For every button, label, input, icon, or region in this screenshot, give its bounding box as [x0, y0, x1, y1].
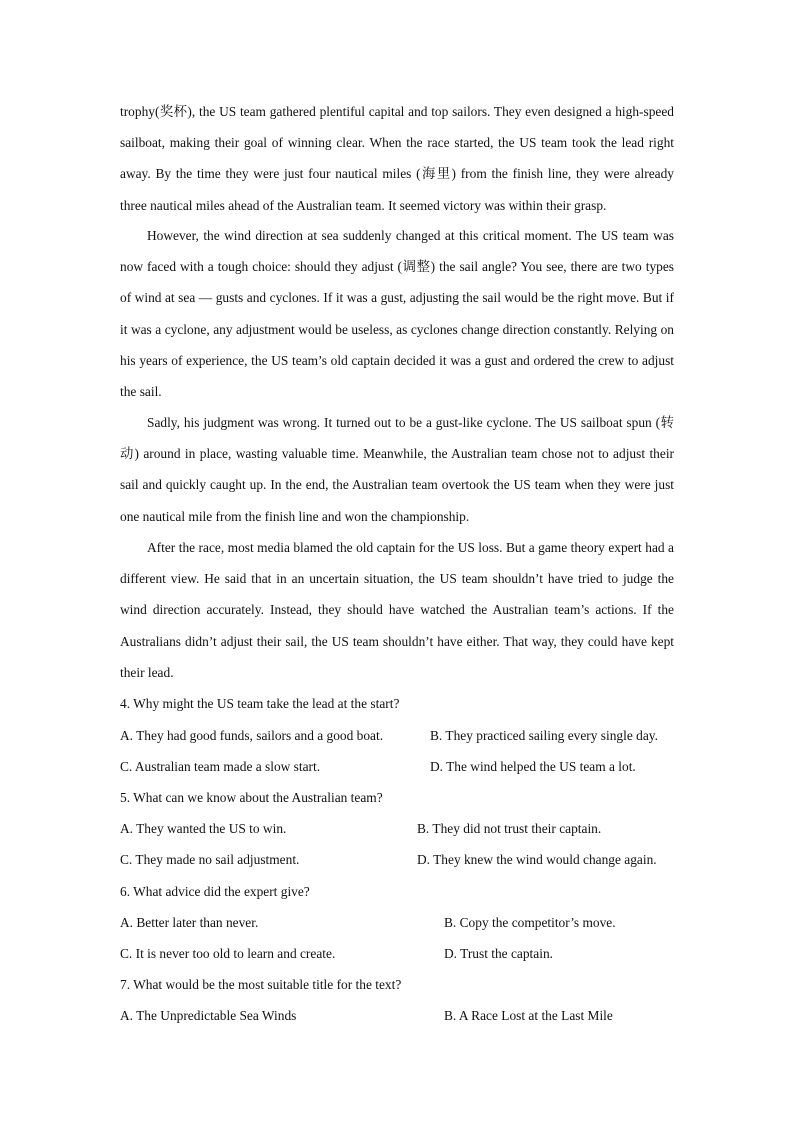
question-5-option-b[interactable]: B. They did not trust their captain.	[417, 821, 602, 836]
question-7-option-a[interactable]: A. The Unpredictable Sea Winds	[120, 1008, 297, 1023]
question-7-option-b[interactable]: B. A Race Lost at the Last Mile	[444, 1008, 613, 1023]
question-4-option-d[interactable]: D. The wind helped the US team a lot.	[430, 759, 636, 774]
question-4-option-b[interactable]: B. They practiced sailing every single day.	[430, 728, 658, 743]
question-6-option-d[interactable]: D. Trust the captain.	[444, 946, 553, 961]
question-6-stem: 6. What advice did the expert give?	[120, 884, 310, 899]
question-4-stem: 4. Why might the US team take the lead at the start?	[120, 696, 400, 711]
paragraph-2: However, the wind direction at sea suddenly changed at this critical moment. The US team was now faced with a tough choice: should they adjust (调整) the sail angle? You see, there are two types of wind at sea — gusts and cyclones. If it was a gust, adjusting the sail would be the right move. But if it was a cyclone, any adjustment would be useless, as cyclones change direction constantly. Relying on his years of experience, the US team’s old captain decided it was a gust and ordered the crew to adjust the sail.	[120, 228, 674, 400]
question-7-stem: 7. What would be the most suitable title for the text?	[120, 977, 402, 992]
question-6-option-c[interactable]: C. It is never too old to learn and create.	[120, 946, 336, 961]
paragraph-3: Sadly, his judgment was wrong. It turned out to be a gust-like cyclone. The US sailboat spun (转动) around in place, wasting valuable time. Meanwhile, the Australian team chose not to adjust their sail and quickly caught up. In the end, the Australian team overtook the US team when they were just one nautical mile from the finish line and won the championship.	[120, 415, 674, 524]
question-4-option-c[interactable]: C. Australian team made a slow start.	[120, 759, 321, 774]
paragraph-1: trophy(奖杯), the US team gathered plentiful capital and top sailors. They even designed a high-speed sailboat, making their goal of winning clear. When the race started, the US team took the lead right away. By the time they were just four nautical miles (海里) from the finish line, they were already three nautical miles ahead of the Australian team. It seemed victory was within their grasp.	[120, 104, 674, 213]
paragraph-4: After the race, most media blamed the old captain for the US loss. But a game theory expert had a different view. He said that in an uncertain situation, the US team shouldn’t have tried to judge the wind direction accurately. Instead, they should have watched the Australian team’s actions. If the Australians didn’t adjust their sail, the US team shouldn’t have either. That way, they could have kept their lead.	[120, 540, 674, 680]
question-4-option-a[interactable]: A. They had good funds, sailors and a good boat.	[120, 728, 384, 743]
question-5-option-d[interactable]: D. They knew the wind would change again.	[417, 852, 657, 867]
question-5-stem: 5. What can we know about the Australian team?	[120, 790, 383, 805]
question-5-option-a[interactable]: A. They wanted the US to win.	[120, 821, 287, 836]
question-6-option-b[interactable]: B. Copy the competitor’s move.	[444, 915, 616, 930]
question-5-option-c[interactable]: C. They made no sail adjustment.	[120, 852, 300, 867]
question-6-option-a[interactable]: A. Better later than never.	[120, 915, 259, 930]
